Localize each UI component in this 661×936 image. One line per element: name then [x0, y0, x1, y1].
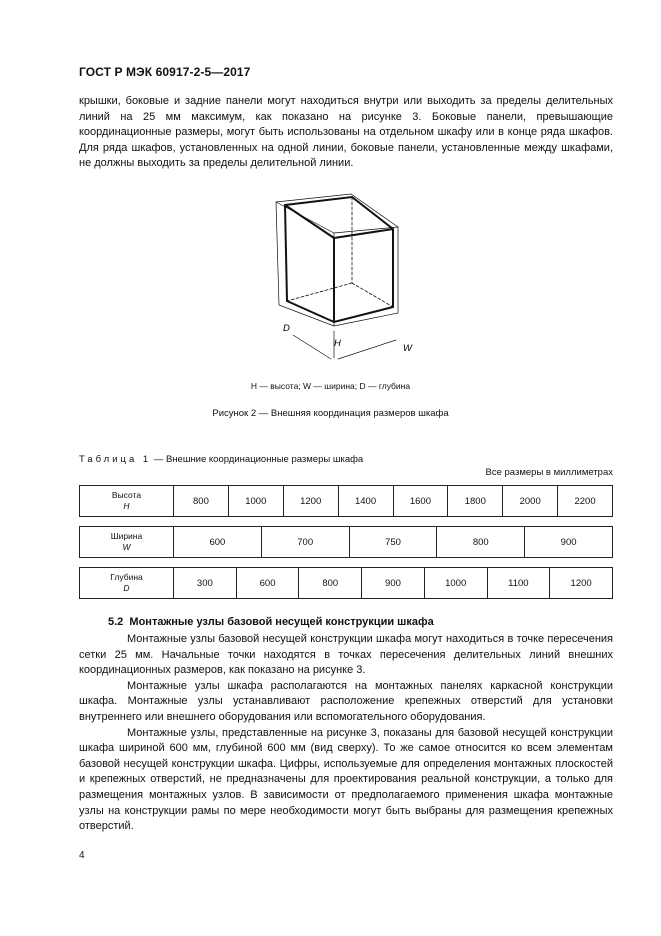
table-row [80, 568, 613, 599]
table-cell: 1800 [448, 486, 503, 517]
table-units-note: Все размеры в миллиметрах [485, 467, 613, 478]
height-label: H [334, 338, 341, 349]
section-paragraph: Монтажные узлы шкафа располагаются на монтажных панелях каркасной конструкции шкафа. Монтажные узлы устанавливают расположение крепежных отверстий для установки внутреннего или внешнего оборудования или вспомогательного оборудования. [79, 679, 613, 723]
section-paragraph: Монтажные узлы базовой несущей конструкции шкафа могут находиться в точке пересечения сетки 25 мм. Начальные точки находятся в точках пересечения делительных линий внешних координационных размеров, как показано на рисунке 3. [79, 633, 613, 677]
table-cell: 1000 [228, 486, 283, 517]
table-cell: 600 [174, 527, 262, 558]
row-label: Ширина W [80, 527, 174, 558]
table-cell: 300 [174, 568, 237, 599]
height-table [79, 485, 613, 517]
table-title-text: — Внешние координационные размеры шкафа [151, 454, 364, 465]
figure-caption: Рисунок 2 — Внешняя координация размеров шкафа [212, 408, 449, 419]
width-dimension-line [338, 340, 396, 359]
table-cell: 1200 [550, 568, 613, 599]
row-label: Глубина D [80, 568, 174, 599]
table-title-number: Таблица 1 [79, 454, 152, 465]
table-cell: 2200 [558, 486, 613, 517]
table-cell: 2000 [503, 486, 558, 517]
intro-text: крышки, боковые и задние панели могут находиться внутри или выходить за пределы делительных линий на 25 мм максимум, как показано на рисунке 3. Боковые панели, превышающие координационные размеры, могут быть использованы на отдельном шкафу или в конце ряда шкафов. Для ряда шкафов, установленных на одной линии, боковые панели, установленные между шкафами, не должны выходить за пределы делительной линии. [79, 95, 613, 170]
cabinet-edge [285, 205, 334, 238]
table-row [80, 527, 613, 558]
intro-paragraph [79, 94, 613, 172]
depth-dimension-line [293, 335, 331, 359]
section-title: Монтажные узлы базовой несущей конструкции шкафа [129, 616, 434, 628]
depth-table [79, 567, 613, 599]
coordination-box-outline [276, 194, 398, 326]
figure-legend: H — высота; W — ширина; D — глубина [250, 381, 411, 391]
table-cell: 750 [349, 527, 437, 558]
section-paragraph: Монтажные узлы, представленные на рисунке 3, показаны для базовой несущей конструкции шкафа шириной 600 мм, глубиной 600 мм (вид сверху). То же самое относится ко всем элементам базовой несущей конструкции шкафа. Цифры, используемые для определения монтажных плоскостей и крепежных отверстий, не предназначены для проектирования реальной конструкции, а только для размещения монтажных узлов. В зависимости от предполагаемого применения шкафа монтажные узлы на конструкции рамы по мере необходимости могут быть выбраны для размещения крепежных отверстий. [79, 726, 613, 833]
table-row [80, 486, 613, 517]
table-cell: 1100 [487, 568, 550, 599]
section-body [79, 632, 613, 835]
table-cell: 900 [525, 527, 613, 558]
table-cell: 900 [362, 568, 425, 599]
table-cell: 800 [174, 486, 229, 517]
section-heading [108, 616, 434, 628]
hidden-edge [352, 283, 393, 307]
table-cell: 1000 [424, 568, 487, 599]
width-table [79, 526, 613, 558]
width-label: W [403, 343, 412, 354]
depth-label: D [283, 323, 290, 334]
table-cell: 600 [236, 568, 299, 599]
section-number: 5.2 [108, 616, 124, 628]
table-title [79, 454, 363, 465]
page-number: 4 [79, 850, 85, 861]
row-label: Высота H [80, 486, 174, 517]
table-cell: 800 [437, 527, 525, 558]
document-header: ГОСТ Р МЭК 60917-2-5—2017 [79, 65, 251, 79]
table-cell: 1600 [393, 486, 448, 517]
hidden-edge [287, 283, 352, 301]
table-cell: 800 [299, 568, 362, 599]
table-cell: 1400 [338, 486, 393, 517]
cabinet-figure [256, 188, 421, 363]
table-cell: 1200 [283, 486, 338, 517]
table-cell: 700 [261, 527, 349, 558]
